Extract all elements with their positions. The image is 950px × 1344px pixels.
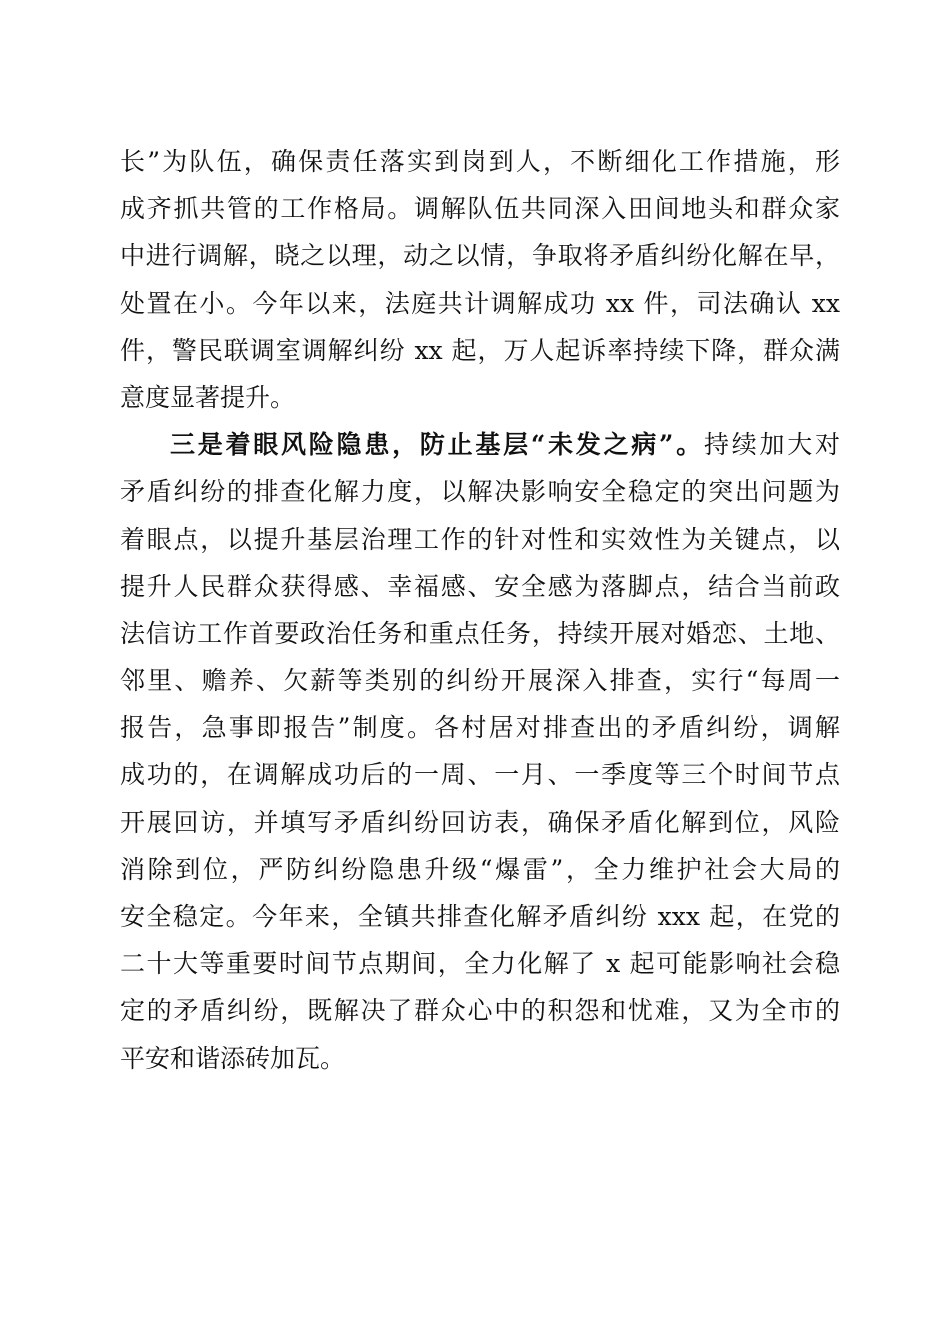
paragraph-2-first-line-rest: 持续加大对 bbox=[703, 430, 840, 460]
paragraph-2-line: 定的矛盾纠纷，既解决了群众心中的积怨和忧难，又为全市的 bbox=[120, 996, 840, 1026]
body-text bbox=[120, 138, 840, 1082]
paragraph-1-line: 成齐抓共管的工作格局。调解队伍共同深入田间地头和群众家 bbox=[120, 194, 840, 224]
paragraph-1-line: 中进行调解，晓之以理，动之以情，争取将矛盾纠纷化解在早， bbox=[120, 241, 840, 271]
paragraph-2-line: 着眼点，以提升基层治理工作的针对性和实效性为关键点，以 bbox=[120, 524, 840, 554]
paragraph-2-line: 消除到位，严防纠纷隐患升级“爆雷”，全力维护社会大局的 bbox=[120, 854, 840, 884]
paragraph-2-line: 二十大等重要时间节点期间，全力化解了 x 起可能影响社会稳 bbox=[120, 949, 840, 979]
paragraph-2-line: 开展回访，并填写矛盾纠纷回访表，确保矛盾化解到位，风险 bbox=[120, 807, 840, 837]
paragraph-2-first-line bbox=[120, 421, 840, 468]
paragraph-1-line: 处置在小。今年以来，法庭共计调解成功 xx 件，司法确认 xx bbox=[120, 288, 840, 318]
paragraph-2-line: 法信访工作首要政治任务和重点任务，持续开展对婚恋、土地、 bbox=[120, 618, 840, 648]
paragraph-2-line: 报告，急事即报告”制度。各村居对排查出的矛盾纠纷，调解 bbox=[120, 713, 840, 743]
paragraph-1-line: 意度显著提升。 bbox=[120, 382, 296, 412]
section-heading: 三是着眼风险隐患，防止基层“未发之病”。 bbox=[170, 430, 704, 460]
paragraph-2-line: 矛盾纠纷的排查化解力度，以解决影响安全稳定的突出问题为 bbox=[120, 477, 840, 507]
paragraph-2-line: 平安和谐添砖加瓦。 bbox=[120, 1043, 346, 1073]
paragraph-2-line: 提升人民群众获得感、幸福感、安全感为落脚点，结合当前政 bbox=[120, 571, 840, 601]
paragraph-2-line: 邻里、赡养、欠薪等类别的纠纷开展深入排查，实行“每周一 bbox=[120, 666, 840, 696]
paragraph-1-line: 件，警民联调室调解纠纷 xx 起，万人起诉率持续下降，群众满 bbox=[120, 335, 840, 365]
paragraph-2-line: 安全稳定。今年来，全镇共排查化解矛盾纠纷 xxx 起，在党的 bbox=[120, 902, 840, 931]
paragraph-1-line: 长”为队伍，确保责任落实到岗到人，不断细化工作措施，形 bbox=[120, 147, 840, 176]
paragraph-2-line: 成功的，在调解成功后的一周、一月、一季度等三个时间节点 bbox=[120, 760, 840, 790]
